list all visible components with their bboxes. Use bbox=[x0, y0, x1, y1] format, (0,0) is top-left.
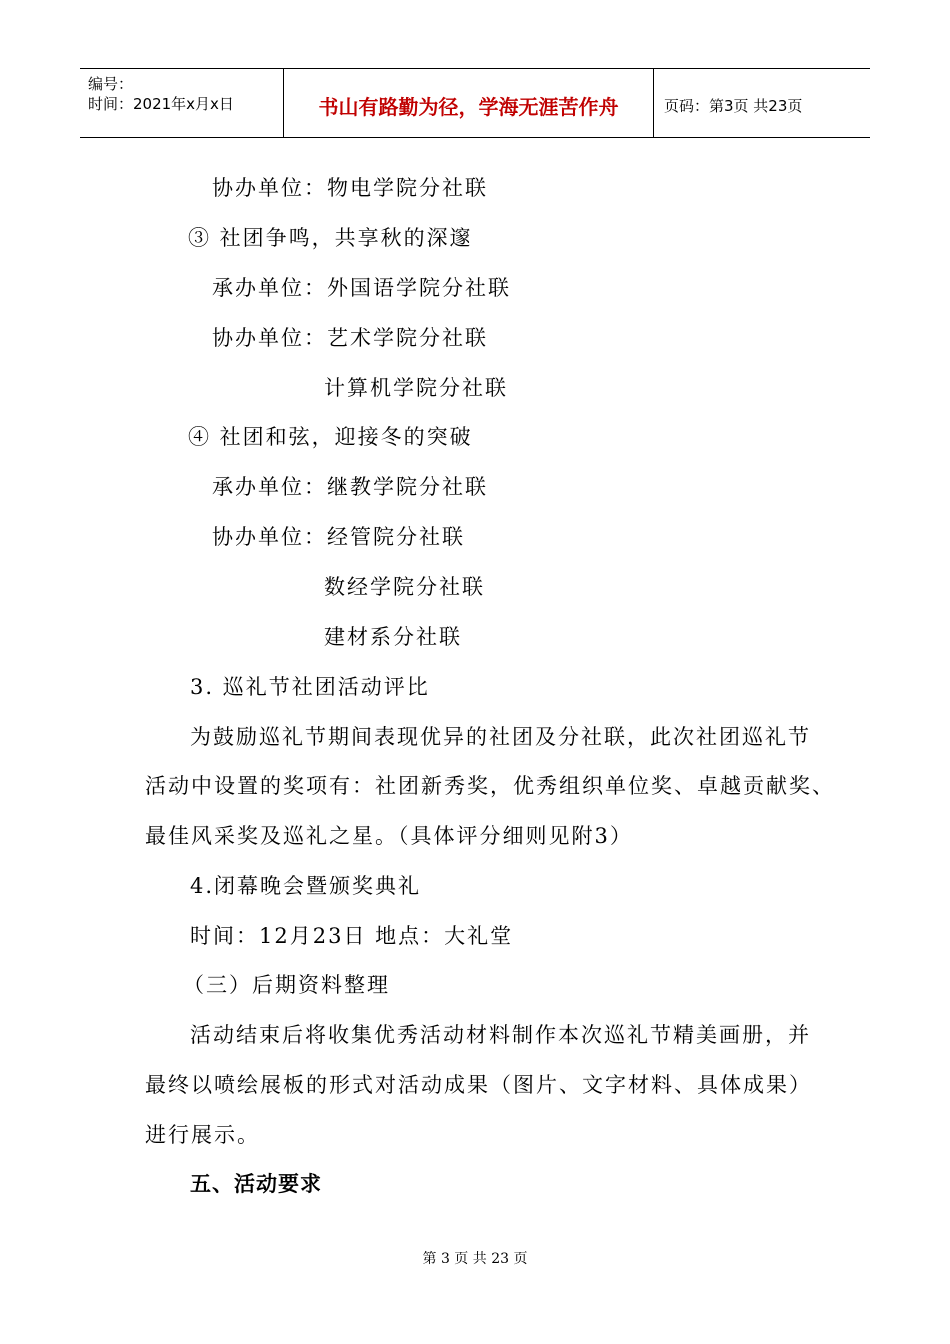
header-left-cell bbox=[80, 69, 284, 137]
body-line: 承办单位：继教学院分社联 bbox=[212, 475, 488, 499]
section-heading: 4.闭幕晚会暨颁奖典礼 bbox=[190, 874, 422, 898]
body-line: 数经学院分社联 bbox=[324, 575, 485, 599]
document-date-label: 时间：2021年x月x日 bbox=[88, 95, 234, 113]
header-right-cell bbox=[654, 69, 870, 137]
section-heading: 3. 巡礼节社团活动评比 bbox=[190, 675, 430, 699]
chapter-heading: 五、活动要求 bbox=[190, 1172, 322, 1196]
body-line: 协办单位：物电学院分社联 bbox=[212, 176, 488, 200]
header-motto-cell bbox=[284, 69, 654, 137]
paragraph-line: 最佳风采奖及巡礼之星。（具体评分细则见附3） bbox=[145, 824, 633, 848]
section-heading: （三）后期资料整理 bbox=[183, 973, 390, 997]
paragraph-line: 进行展示。 bbox=[145, 1123, 260, 1147]
section-heading: ④ 社团和弦，迎接冬的突破 bbox=[188, 425, 473, 449]
section-heading: ③ 社团争鸣，共享秋的深邃 bbox=[188, 226, 473, 250]
paragraph-line: 最终以喷绘展板的形式对活动成果（图片、文字材料、具体成果） bbox=[145, 1073, 812, 1097]
body-line: 时间：12月23日 地点：大礼堂 bbox=[190, 924, 514, 948]
body-line: 协办单位：艺术学院分社联 bbox=[212, 326, 488, 350]
header-motto: 书山有路勤为径，学海无涯苦作舟 bbox=[318, 95, 619, 119]
document-number-label: 编号： bbox=[88, 75, 134, 93]
header-page-info: 页码：第3页 共23页 bbox=[664, 97, 803, 115]
page-header bbox=[80, 68, 870, 138]
body-line: 协办单位：经管院分社联 bbox=[212, 525, 465, 549]
body-line: 计算机学院分社联 bbox=[324, 376, 508, 400]
body-line: 建材系分社联 bbox=[324, 625, 462, 649]
paragraph-line: 为鼓励巡礼节期间表现优异的社团及分社联，此次社团巡礼节 bbox=[190, 725, 811, 749]
body-line: 承办单位：外国语学院分社联 bbox=[212, 276, 511, 300]
page-footer: 第 3 页 共 23 页 bbox=[422, 1251, 528, 1267]
paragraph-line: 活动中设置的奖项有：社团新秀奖，优秀组织单位奖、卓越贡献奖、 bbox=[145, 774, 835, 798]
paragraph-line: 活动结束后将收集优秀活动材料制作本次巡礼节精美画册，并 bbox=[190, 1023, 811, 1047]
